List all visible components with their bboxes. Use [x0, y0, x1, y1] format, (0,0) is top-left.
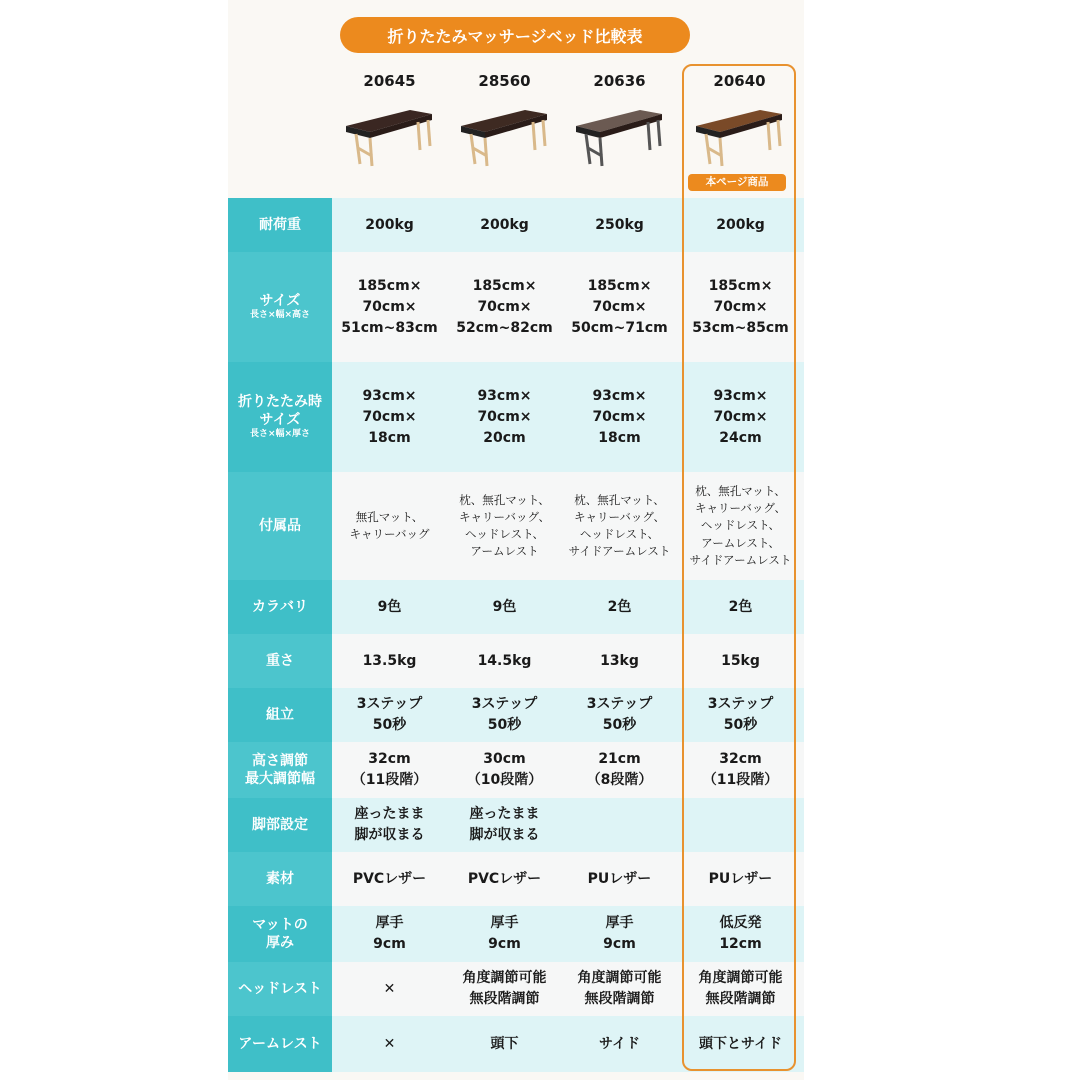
row-label-text: マットの 厚み [252, 916, 308, 951]
table-cell [562, 798, 677, 852]
row-label [228, 472, 332, 580]
table-cell: ✕ [332, 1016, 447, 1072]
table-cell: PVCレザー [447, 852, 562, 906]
table-row [228, 688, 804, 742]
table-cell: ✕ [332, 962, 447, 1016]
row-label [228, 580, 332, 634]
table-cell: 93cm× 70cm× 24cm [677, 362, 804, 472]
table-cell: 30cm （10段階） [447, 742, 562, 798]
product-code: 20645 [363, 72, 416, 90]
row-label-sub: 長さ×幅×厚さ [249, 429, 311, 440]
row-label-sub: 長さ×幅×高さ [249, 310, 311, 321]
table-cell: 200kg [447, 198, 562, 252]
this-page-product-badge: 本ページ商品 [688, 174, 786, 191]
row-label-text: 素材 [266, 870, 294, 887]
row-label-text: サイズ [259, 293, 301, 310]
table-cell: 32cm （11段階） [332, 742, 447, 798]
table-cell: 3ステップ 50秒 [677, 688, 804, 742]
row-label-text: 高さ調節 最大調節幅 [245, 752, 315, 787]
table-cell: 角度調節可能 無段階調節 [562, 962, 677, 1016]
table-cell: 厚手 9cm [332, 906, 447, 962]
row-label [228, 688, 332, 742]
table-cell: 200kg [677, 198, 804, 252]
table-cell: 低反発 12cm [677, 906, 804, 962]
table-cell: 93cm× 70cm× 18cm [332, 362, 447, 472]
row-label-text: 折りたたみ時 サイズ [238, 393, 322, 429]
row-label [228, 742, 332, 798]
massage-bed-image [332, 98, 447, 170]
comparison-sheet [228, 0, 804, 1080]
table-row [228, 634, 804, 688]
table-cell: 厚手 9cm [562, 906, 677, 962]
table-cell: 座ったまま 脚が収まる [447, 798, 562, 852]
table-cell: 2色 [562, 580, 677, 634]
row-label [228, 852, 332, 906]
table-cell: 角度調節可能 無段階調節 [447, 962, 562, 1016]
table-row [228, 962, 804, 1016]
row-label [228, 634, 332, 688]
table-cell: 14.5kg [447, 634, 562, 688]
table-row [228, 362, 804, 472]
table-cell: 枕、無孔マット、 キャリーバッグ、 ヘッドレスト、 アームレスト [447, 472, 562, 580]
table-title: 折りたたみマッサージベッド比較表 [340, 17, 690, 53]
row-label-text: カラバリ [252, 598, 308, 615]
row-label-text: 耐荷重 [259, 216, 301, 233]
table-cell: 3ステップ 50秒 [447, 688, 562, 742]
table-cell: 枕、無孔マット、 キャリーバッグ、 ヘッドレスト、 サイドアームレスト [562, 472, 677, 580]
massage-bed-image [682, 98, 797, 170]
table-row [228, 1016, 804, 1072]
row-label [228, 798, 332, 852]
table-cell: 3ステップ 50秒 [332, 688, 447, 742]
table-cell: PUレザー [677, 852, 804, 906]
table-cell: 93cm× 70cm× 18cm [562, 362, 677, 472]
table-row [228, 852, 804, 906]
table-row [228, 472, 804, 580]
table-cell: 185cm× 70cm× 51cm~83cm [332, 252, 447, 362]
table-cell: 9色 [447, 580, 562, 634]
table-cell: 枕、無孔マット、 キャリーバッグ、 ヘッドレスト、 アームレスト、 サイドアームレスト [677, 472, 804, 580]
table-row [228, 798, 804, 852]
table-cell: 93cm× 70cm× 20cm [447, 362, 562, 472]
table-cell: 185cm× 70cm× 53cm~85cm [677, 252, 804, 362]
table-cell: 21cm （8段階） [562, 742, 677, 798]
row-label [228, 198, 332, 252]
row-label [228, 252, 332, 362]
table-cell: 3ステップ 50秒 [562, 688, 677, 742]
table-cell: PVCレザー [332, 852, 447, 906]
table-cell: 200kg [332, 198, 447, 252]
row-label [228, 906, 332, 962]
table-cell: 15kg [677, 634, 804, 688]
table-row [228, 252, 804, 362]
table-cell: サイド [562, 1016, 677, 1072]
table-cell: 角度調節可能 無段階調節 [677, 962, 804, 1016]
table-cell: 厚手 9cm [447, 906, 562, 962]
table-cell: 無孔マット、 キャリーバッグ [332, 472, 447, 580]
table-cell: 185cm× 70cm× 52cm~82cm [447, 252, 562, 362]
table-cell: 9色 [332, 580, 447, 634]
product-code: 20640 [713, 72, 766, 90]
row-label [228, 1016, 332, 1072]
massage-bed-image [562, 98, 677, 170]
table-cell: 32cm （11段階） [677, 742, 804, 798]
row-label-text: 重さ [266, 652, 294, 669]
row-label-text: ヘッドレスト [238, 980, 322, 997]
table-cell [677, 798, 804, 852]
table-cell: 13kg [562, 634, 677, 688]
table-cell: 185cm× 70cm× 50cm~71cm [562, 252, 677, 362]
table-cell: 座ったまま 脚が収まる [332, 798, 447, 852]
row-label-text: 付属品 [259, 517, 301, 534]
product-code: 28560 [478, 72, 531, 90]
row-label [228, 962, 332, 1016]
table-row [228, 906, 804, 962]
product-code: 20636 [593, 72, 646, 90]
table-cell: 頭下 [447, 1016, 562, 1072]
table-cell: 250kg [562, 198, 677, 252]
table-cell: 13.5kg [332, 634, 447, 688]
table-row [228, 742, 804, 798]
table-cell: 2色 [677, 580, 804, 634]
massage-bed-image [447, 98, 562, 170]
row-label-text: アームレスト [238, 1035, 322, 1052]
row-label-text: 脚部設定 [252, 816, 308, 833]
row-label-text: 組立 [266, 706, 294, 723]
table-cell: 頭下とサイド [677, 1016, 804, 1072]
table-row [228, 198, 804, 252]
table-row [228, 580, 804, 634]
table-cell: PUレザー [562, 852, 677, 906]
row-label [228, 362, 332, 472]
